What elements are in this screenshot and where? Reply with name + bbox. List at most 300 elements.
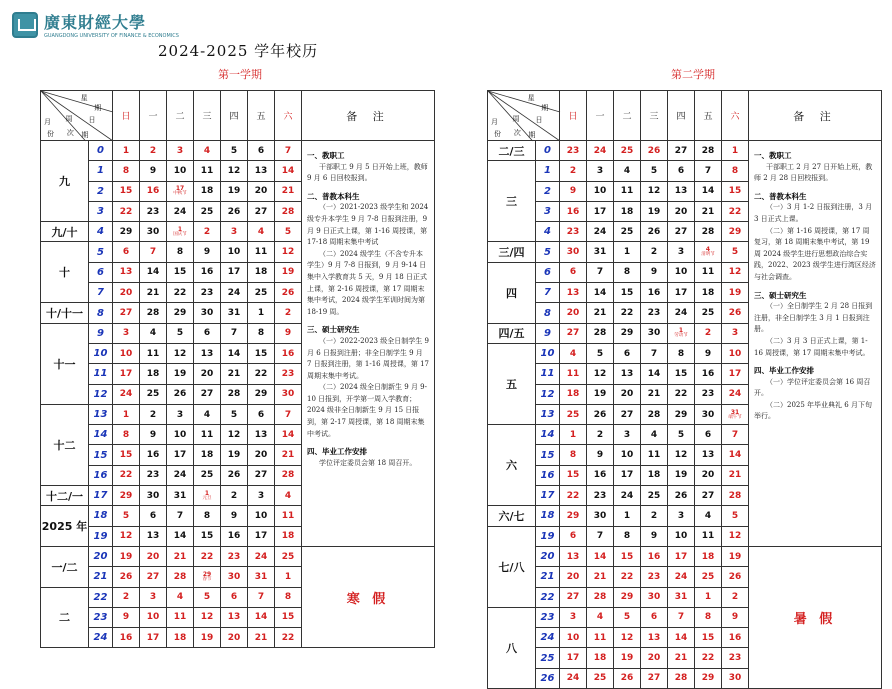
- date-cell: 11: [248, 242, 275, 262]
- date-cell: 22: [668, 384, 695, 404]
- date-cell: 4: [587, 607, 614, 627]
- week-number: 1: [536, 161, 560, 181]
- date-cell: 13: [113, 262, 140, 282]
- week-number: 10: [89, 343, 113, 363]
- month-label: 七/八: [488, 526, 536, 607]
- date-cell: 20: [668, 201, 695, 221]
- date-cell: 12: [668, 445, 695, 465]
- date-cell: 15: [668, 364, 695, 384]
- date-cell: 1: [560, 425, 587, 445]
- date-cell: 5: [722, 242, 749, 262]
- date-cell: 17: [167, 445, 194, 465]
- date-cell: 24: [248, 546, 275, 566]
- notes-section-heading: 一、教职工: [307, 151, 345, 160]
- holiday-date-cell: 4 清明节: [695, 242, 722, 262]
- date-cell: 19: [722, 546, 749, 566]
- week-number: 0: [536, 141, 560, 161]
- week-number: 15: [536, 445, 560, 465]
- date-cell: 12: [722, 526, 749, 546]
- semester-2-title: 第二学期: [671, 68, 715, 81]
- date-cell: 3: [560, 607, 587, 627]
- date-cell: 25: [587, 668, 614, 688]
- date-cell: 18: [140, 364, 167, 384]
- date-cell: 10: [560, 628, 587, 648]
- weekday-header: 日: [560, 91, 587, 141]
- date-cell: 31: [167, 486, 194, 506]
- week-number: 8: [536, 303, 560, 323]
- corner-header-char: 份: [494, 130, 501, 138]
- week-row: [41, 546, 435, 566]
- date-cell: 28: [221, 384, 248, 404]
- date-cell: 20: [194, 364, 221, 384]
- date-cell: 2: [221, 486, 248, 506]
- date-cell: 15: [614, 546, 641, 566]
- week-number: 17: [536, 486, 560, 506]
- date-cell: 7: [641, 343, 668, 363]
- week-number: 18: [89, 506, 113, 526]
- weekday-header: 一: [587, 91, 614, 141]
- date-cell: 26: [722, 303, 749, 323]
- date-cell: 15: [113, 181, 140, 201]
- corner-header-char: 期: [541, 104, 549, 112]
- date-cell: 23: [221, 546, 248, 566]
- date-cell: 11: [695, 526, 722, 546]
- corner-header-char: 期: [81, 131, 89, 139]
- date-cell: 5: [221, 141, 248, 161]
- date-cell: 1: [248, 303, 275, 323]
- date-cell: 24: [167, 201, 194, 221]
- date-cell: 26: [641, 141, 668, 161]
- week-number: 16: [536, 465, 560, 485]
- date-cell: 8: [113, 425, 140, 445]
- week-number: 17: [89, 486, 113, 506]
- date-cell: 30: [587, 506, 614, 526]
- date-cell: 14: [722, 445, 749, 465]
- date-cell: 5: [221, 404, 248, 424]
- date-cell: 17: [668, 283, 695, 303]
- date-cell: 23: [695, 384, 722, 404]
- date-cell: 23: [587, 486, 614, 506]
- date-cell: 26: [167, 384, 194, 404]
- week-number: 19: [89, 526, 113, 546]
- date-cell: 7: [587, 262, 614, 282]
- date-cell: 1: [113, 404, 140, 424]
- date-cell: 18: [167, 628, 194, 648]
- corner-header-char: 月: [44, 118, 51, 126]
- date-cell: 26: [614, 668, 641, 688]
- date-cell: 28: [587, 323, 614, 343]
- date-cell: 10: [113, 343, 140, 363]
- date-cell: 3: [668, 242, 695, 262]
- date-cell: 6: [560, 262, 587, 282]
- date-cell: 13: [140, 526, 167, 546]
- week-number: 14: [89, 425, 113, 445]
- date-cell: 25: [560, 404, 587, 424]
- corner-header-char: 期: [94, 104, 102, 112]
- date-cell: 5: [668, 425, 695, 445]
- date-cell: 1: [113, 141, 140, 161]
- date-cell: 25: [248, 283, 275, 303]
- date-cell: 19: [641, 201, 668, 221]
- month-label: 四: [488, 262, 536, 323]
- weekday-header: 四: [668, 91, 695, 141]
- corner-header-char: 次: [66, 129, 74, 137]
- corner-header-char: 周: [512, 115, 520, 123]
- date-cell: 5: [641, 161, 668, 181]
- date-cell: 9: [695, 343, 722, 363]
- semester-2-calendar-table: [487, 90, 882, 689]
- date-cell: 24: [167, 465, 194, 485]
- week-number: 15: [89, 445, 113, 465]
- notes-section-heading: 三、硕士研究生: [307, 325, 360, 335]
- date-cell: 29: [614, 587, 641, 607]
- date-cell: 12: [275, 242, 302, 262]
- date-cell: 22: [275, 628, 302, 648]
- notes-paragraph: 干部职工 9 月 5 日开始上班，教师 9 月 6 日回校报到。: [307, 162, 428, 183]
- date-cell: 4: [641, 425, 668, 445]
- date-cell: 5: [167, 323, 194, 343]
- notes-paragraph: （一）3 月 1-2 日报到注册，3 月 3 日正式上课。: [754, 203, 873, 223]
- date-cell: 3: [668, 506, 695, 526]
- date-cell: 11: [194, 425, 221, 445]
- weekday-header: 三: [194, 91, 221, 141]
- date-cell: 23: [194, 283, 221, 303]
- date-cell: 15: [695, 628, 722, 648]
- corner-header-char: 份: [47, 130, 54, 138]
- week-number: 22: [89, 587, 113, 607]
- corner-header-char: 月: [491, 118, 498, 126]
- date-cell: 9: [560, 181, 587, 201]
- date-cell: 3: [248, 486, 275, 506]
- university-logo: [12, 10, 179, 39]
- date-cell: 15: [614, 283, 641, 303]
- weekday-header: 五: [695, 91, 722, 141]
- date-cell: 24: [722, 384, 749, 404]
- month-label: 十二/一: [41, 486, 89, 506]
- month-label: 六/七: [488, 506, 536, 526]
- date-cell: 28: [695, 222, 722, 242]
- week-number: 9: [536, 323, 560, 343]
- date-cell: 9: [194, 242, 221, 262]
- date-cell: 20: [140, 546, 167, 566]
- date-cell: 8: [113, 161, 140, 181]
- month-label: 二/三: [488, 141, 536, 161]
- week-number: 12: [89, 384, 113, 404]
- date-cell: 6: [140, 506, 167, 526]
- date-cell: 13: [641, 628, 668, 648]
- corner-header-char: 次: [513, 129, 521, 137]
- date-cell: 18: [248, 262, 275, 282]
- month-label: 三: [488, 161, 536, 242]
- date-cell: 23: [560, 222, 587, 242]
- date-cell: 28: [587, 587, 614, 607]
- date-cell: 22: [113, 201, 140, 221]
- weekday-header: 日: [113, 91, 140, 141]
- holiday-date-cell: 29 春节: [194, 567, 221, 587]
- date-cell: 14: [275, 161, 302, 181]
- notes-section-heading: 四、毕业工作安排: [307, 447, 367, 457]
- weekday-header: 六: [275, 91, 302, 141]
- date-cell: 24: [668, 303, 695, 323]
- week-number: 14: [536, 425, 560, 445]
- logo-english-name: GUANGDONG UNIVERSITY OF FINANCE & ECONOMICS: [44, 33, 179, 39]
- date-cell: 22: [194, 546, 221, 566]
- date-cell: 20: [560, 567, 587, 587]
- date-cell: 27: [560, 587, 587, 607]
- date-cell: 17: [587, 201, 614, 221]
- date-cell: 5: [113, 506, 140, 526]
- date-cell: 9: [641, 526, 668, 546]
- date-cell: 1: [275, 567, 302, 587]
- date-cell: 7: [668, 607, 695, 627]
- university-emblem-icon: [12, 12, 38, 38]
- date-cell: 31: [587, 242, 614, 262]
- notes-section-heading: 二、普教本科生: [754, 191, 807, 201]
- date-cell: 10: [167, 161, 194, 181]
- date-cell: 7: [221, 323, 248, 343]
- date-cell: 15: [194, 526, 221, 546]
- date-cell: 29: [113, 222, 140, 242]
- week-number: 23: [89, 607, 113, 627]
- date-cell: 5: [614, 607, 641, 627]
- date-cell: 16: [140, 445, 167, 465]
- semester-1-calendar-table: [40, 90, 435, 648]
- week-number: 6: [89, 262, 113, 282]
- date-cell: 13: [668, 181, 695, 201]
- date-cell: 26: [722, 567, 749, 587]
- date-cell: 24: [560, 668, 587, 688]
- date-cell: 19: [194, 628, 221, 648]
- date-cell: 2: [113, 587, 140, 607]
- date-cell: 14: [167, 526, 194, 546]
- date-cell: 4: [560, 343, 587, 363]
- week-row: [488, 141, 882, 161]
- corner-header-char: 星: [80, 94, 88, 102]
- date-cell: 30: [722, 668, 749, 688]
- date-cell: 25: [614, 141, 641, 161]
- notes-paragraph: 学位评定委员会第 18 周召开。: [319, 458, 417, 467]
- date-cell: 7: [722, 425, 749, 445]
- date-cell: 17: [560, 648, 587, 668]
- date-cell: 8: [695, 607, 722, 627]
- notes-paragraph: （二）2024 级全日制新生 9 月 9-10 日报到，开学第一周入学教育；2024 级非全日制新生 9 月 15 日报到，第 2-17 周授课，第 18 周期末集中考试。: [307, 383, 427, 438]
- date-cell: 15: [167, 262, 194, 282]
- date-cell: 10: [248, 506, 275, 526]
- date-cell: 12: [194, 607, 221, 627]
- date-cell: 11: [194, 161, 221, 181]
- date-cell: 24: [614, 486, 641, 506]
- notes-paragraph: （一）全日制学生 2 月 28 日报到注册，非全日制学生 3 月 1 日报到注册。: [754, 302, 873, 334]
- date-cell: 22: [560, 486, 587, 506]
- date-cell: 6: [560, 526, 587, 546]
- date-cell: 29: [248, 384, 275, 404]
- date-cell: 19: [275, 262, 302, 282]
- notes-section-heading: 四、毕业工作安排: [754, 366, 814, 376]
- date-cell: 3: [614, 425, 641, 445]
- date-cell: 7: [275, 404, 302, 424]
- month-label: 十: [41, 242, 89, 303]
- week-number: 5: [89, 242, 113, 262]
- notes-section-heading: 二、普教本科生: [307, 191, 360, 201]
- date-cell: 20: [641, 648, 668, 668]
- date-cell: 3: [167, 404, 194, 424]
- holiday-date-cell: 1 元旦: [194, 486, 221, 506]
- date-cell: 24: [587, 141, 614, 161]
- date-cell: 27: [641, 668, 668, 688]
- date-cell: 10: [587, 181, 614, 201]
- date-cell: 27: [560, 323, 587, 343]
- date-cell: 13: [248, 161, 275, 181]
- notes-paragraph: （一）2021-2023 级学生和 2024 级专升本学生 9 月 7-8 日报到注册，9 月 9 日正式上课，第 1-16 周授课，第 17-18 周期末集中考试: [307, 203, 429, 247]
- week-row: [41, 141, 435, 161]
- month-label: 十/十一: [41, 303, 89, 323]
- weekday-header: 六: [722, 91, 749, 141]
- date-cell: 14: [641, 364, 668, 384]
- date-cell: 9: [275, 323, 302, 343]
- date-cell: 14: [668, 628, 695, 648]
- date-cell: 30: [695, 404, 722, 424]
- page-title: 2024-2025 学年校历: [158, 42, 319, 60]
- date-cell: 20: [248, 445, 275, 465]
- month-label: 九: [41, 141, 89, 222]
- date-cell: 14: [587, 283, 614, 303]
- week-number: 24: [536, 628, 560, 648]
- date-cell: 16: [194, 262, 221, 282]
- date-cell: 8: [194, 506, 221, 526]
- date-cell: 29: [167, 303, 194, 323]
- date-cell: 10: [722, 343, 749, 363]
- date-cell: 22: [167, 283, 194, 303]
- date-cell: 18: [641, 465, 668, 485]
- date-cell: 25: [614, 222, 641, 242]
- date-cell: 5: [194, 587, 221, 607]
- notes-header: 备 注: [302, 91, 435, 141]
- date-cell: 3: [140, 587, 167, 607]
- corner-diagonal-header: [41, 91, 113, 141]
- date-cell: 2: [641, 506, 668, 526]
- date-cell: 17: [140, 628, 167, 648]
- date-cell: 7: [140, 242, 167, 262]
- date-cell: 18: [587, 648, 614, 668]
- month-label: 八: [488, 607, 536, 688]
- week-number: 5: [536, 242, 560, 262]
- date-cell: 29: [113, 486, 140, 506]
- date-cell: 10: [668, 526, 695, 546]
- date-cell: 27: [194, 384, 221, 404]
- date-cell: 30: [194, 303, 221, 323]
- date-cell: 21: [221, 364, 248, 384]
- week-number: 2: [89, 181, 113, 201]
- month-label: 五: [488, 343, 536, 424]
- corner-header-char: 期: [528, 131, 536, 139]
- date-cell: 27: [614, 404, 641, 424]
- date-cell: 31: [668, 587, 695, 607]
- date-cell: 15: [248, 343, 275, 363]
- date-cell: 9: [140, 161, 167, 181]
- month-label: 2025 年: [41, 506, 89, 547]
- date-cell: 7: [248, 587, 275, 607]
- date-cell: 14: [221, 343, 248, 363]
- date-cell: 8: [722, 161, 749, 181]
- date-cell: 25: [695, 567, 722, 587]
- week-number: 23: [536, 607, 560, 627]
- month-label: 十一: [41, 323, 89, 404]
- date-cell: 5: [587, 343, 614, 363]
- date-cell: 21: [722, 465, 749, 485]
- week-number: 16: [89, 465, 113, 485]
- date-cell: 6: [248, 141, 275, 161]
- date-cell: 4: [695, 506, 722, 526]
- date-cell: 18: [194, 181, 221, 201]
- date-cell: 18: [695, 283, 722, 303]
- date-cell: 29: [695, 668, 722, 688]
- date-cell: 6: [113, 242, 140, 262]
- date-cell: 8: [248, 323, 275, 343]
- notes-paragraph: （二）第 1-16 周授课，第 17 周复习，第 18 周期末集中考试，第 19 周 2024 级学生进行思想政治综合实践，2022、2023 级学生进行湾区经济与社会调查。: [754, 226, 876, 281]
- date-cell: 22: [614, 303, 641, 323]
- week-number: 13: [89, 404, 113, 424]
- date-cell: 3: [113, 323, 140, 343]
- date-cell: 11: [695, 262, 722, 282]
- date-cell: 2: [194, 222, 221, 242]
- date-cell: 8: [668, 343, 695, 363]
- date-cell: 18: [695, 546, 722, 566]
- date-cell: 16: [641, 546, 668, 566]
- date-cell: 6: [221, 587, 248, 607]
- date-cell: 20: [560, 303, 587, 323]
- date-cell: 22: [722, 201, 749, 221]
- date-cell: 16: [113, 628, 140, 648]
- notes-header: 备 注: [749, 91, 882, 141]
- date-cell: 17: [248, 526, 275, 546]
- date-cell: 21: [695, 201, 722, 221]
- date-cell: 3: [221, 222, 248, 242]
- date-cell: 24: [113, 384, 140, 404]
- notes-paragraph: 干部职工 2 月 27 日开始上班，教师 2 月 28 日回校报到。: [754, 162, 873, 183]
- date-cell: 19: [167, 364, 194, 384]
- month-label: 一/二: [41, 546, 89, 587]
- date-cell: 5: [722, 506, 749, 526]
- week-number: 2: [536, 181, 560, 201]
- date-cell: 6: [641, 607, 668, 627]
- date-cell: 29: [560, 506, 587, 526]
- corner-header-char: 日: [88, 116, 96, 124]
- holiday-date-cell: 1 劳动节: [668, 323, 695, 343]
- date-cell: 19: [587, 384, 614, 404]
- date-cell: 18: [194, 445, 221, 465]
- date-cell: 4: [194, 404, 221, 424]
- date-cell: 13: [248, 425, 275, 445]
- date-cell: 23: [140, 465, 167, 485]
- date-cell: 12: [587, 364, 614, 384]
- date-cell: 6: [248, 404, 275, 424]
- logo-chinese-name: 廣東財經大學: [44, 13, 147, 32]
- date-cell: 21: [248, 628, 275, 648]
- weekday-header: 三: [641, 91, 668, 141]
- date-cell: 2: [641, 242, 668, 262]
- date-cell: 29: [614, 323, 641, 343]
- week-number: 20: [536, 546, 560, 566]
- week-number: 9: [89, 323, 113, 343]
- date-cell: 6: [614, 343, 641, 363]
- date-cell: 15: [560, 465, 587, 485]
- date-cell: 11: [140, 343, 167, 363]
- corner-header-char: 周: [65, 115, 73, 123]
- week-number: 0: [89, 141, 113, 161]
- date-cell: 9: [722, 607, 749, 627]
- date-cell: 12: [113, 526, 140, 546]
- date-cell: 16: [560, 201, 587, 221]
